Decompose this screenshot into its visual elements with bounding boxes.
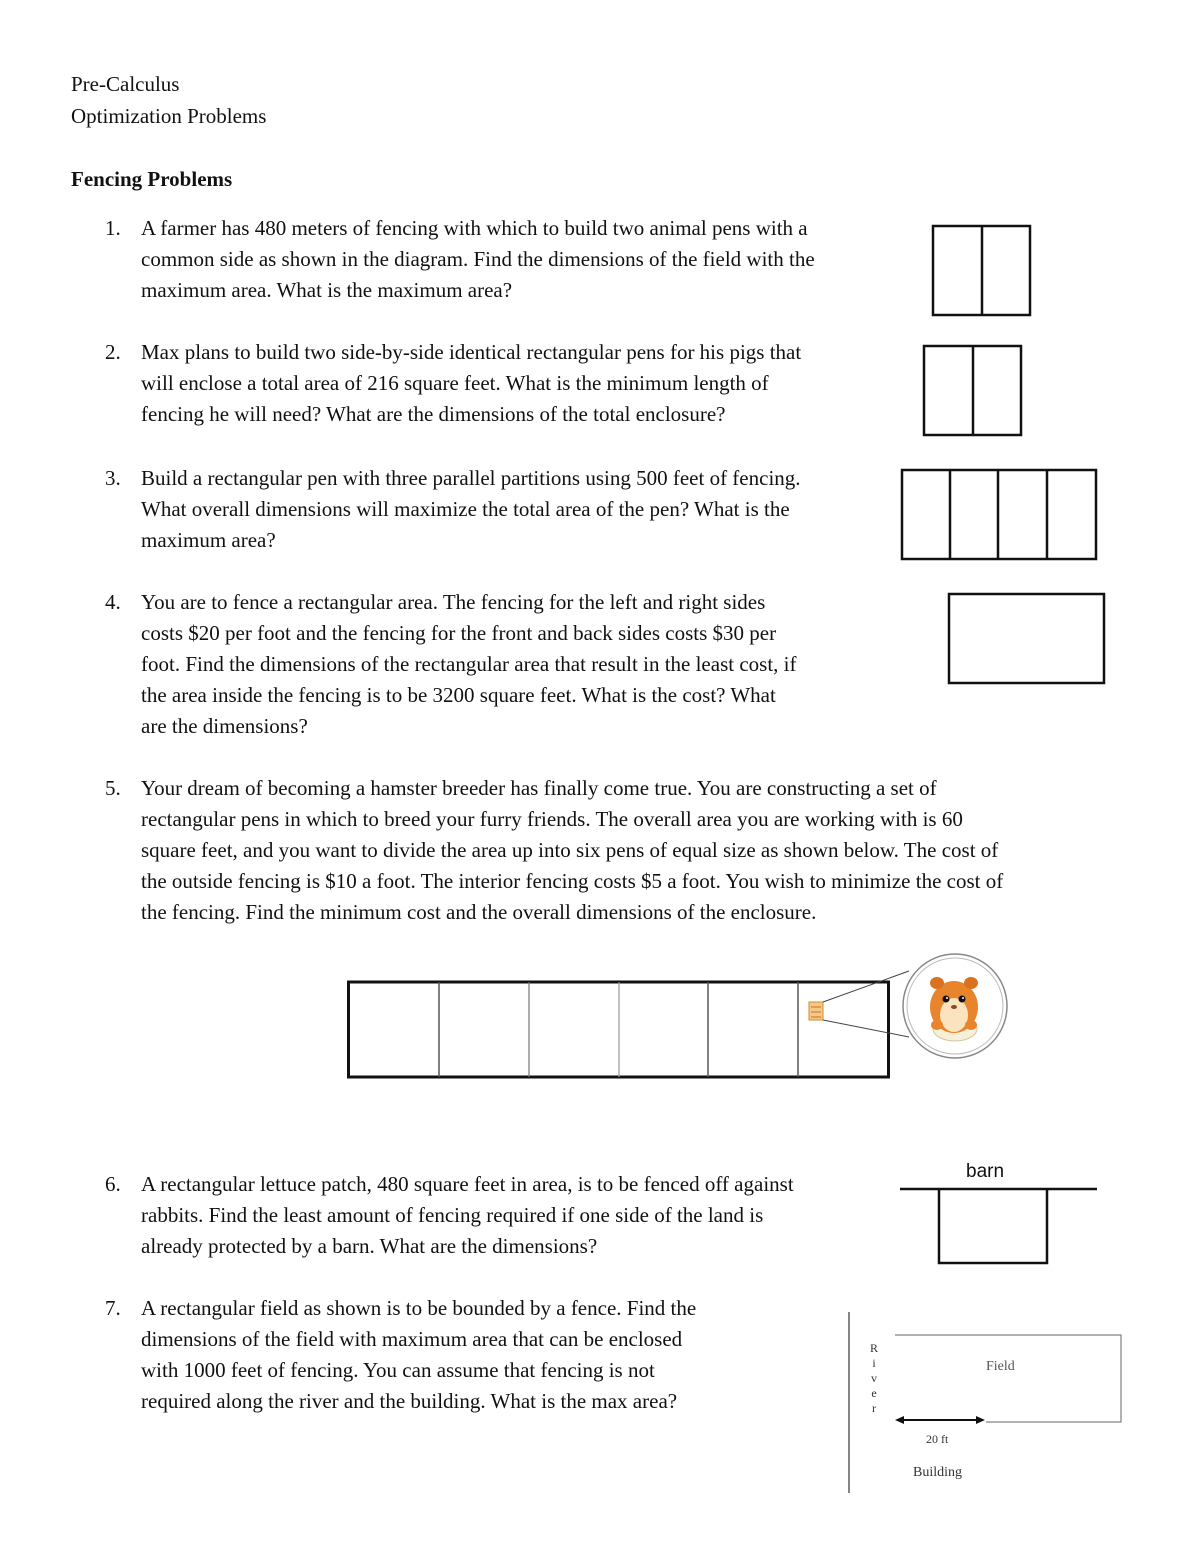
problem-7-line: required along the river and the building. What is the max area? [141,1389,678,1413]
problem-5-text [141,773,1003,928]
problem-4-line: costs $20 per foot and the fencing for the front and back sides costs $30 per [141,621,777,645]
river-field-diagram [846,1312,1126,1496]
barn-pen-diagram [900,1186,1098,1266]
topic-title: Optimization Problems [71,104,267,128]
problem-3-line: Build a rectangular pen with three parallel partitions using 500 feet of fencing. [141,466,801,490]
problem-1-text [141,213,815,306]
problem-4-line: You are to fence a rectangular area. The fencing for the left and right sides [141,590,766,614]
problem-3-number: 3. [105,466,121,490]
problem-1-line: A farmer has 480 meters of fencing with which to build two animal pens with a [141,216,808,240]
course-title: Pre-Calculus [71,72,180,96]
problem-2-text [141,337,801,430]
river-letter: r [872,1401,876,1415]
problem-4-line: are the dimensions? [141,714,308,738]
problem-7-line: with 1000 feet of fencing. You can assume that fencing is not [141,1358,655,1382]
problem-5-line: square feet, and you want to divide the area up into six pens of equal size as shown below. The cost of [141,838,999,862]
problem-6-line: already protected by a barn. What are the dimensions? [141,1234,598,1258]
problem-7-line: A rectangular field as shown is to be bounded by a fence. Find the [141,1296,697,1320]
problem-5-line: Your dream of becoming a hamster breeder has finally come true. You are constructing a set of [141,776,937,800]
problem-4-line: the area inside the fencing is to be 3200 square feet. What is the cost? What [141,683,776,707]
section-heading: Fencing Problems [71,167,233,191]
problem-1-line: maximum area. What is the maximum area? [141,278,513,302]
barn-label: barn [966,1161,1005,1182]
problem-7-line: dimensions of the field with maximum area that can be enclosed [141,1327,683,1351]
four-pen-diagram [901,469,1098,561]
hamster-zoom-icon [903,954,1007,1058]
problem-2-line: fencing he will need? What are the dimensions of the total enclosure? [141,402,726,426]
field-label: Field [986,1359,1015,1374]
river-letter: v [871,1371,877,1385]
distance-label: 20 ft [926,1432,949,1446]
problem-3-line: What overall dimensions will maximize the total area of the pen? What is the [141,497,790,521]
problem-6-number: 6. [105,1172,121,1196]
problem-5-line: the fencing. Find the minimum cost and the overall dimensions of the enclosure. [141,900,817,924]
river-letter: i [872,1356,876,1370]
problem-5-line: the outside fencing is $10 a foot. The interior fencing costs $5 a foot. You wish to minimize the cost of [141,869,1004,893]
building-label: Building [913,1465,963,1480]
problem-5-number: 5. [105,776,121,800]
six-pen-hamster-diagram [347,955,1012,1081]
river-letter: e [871,1386,877,1400]
problem-3-text [141,463,801,556]
single-pen-diagram [948,593,1106,685]
problem-6-line: A rectangular lettuce patch, 480 square feet in area, is to be fenced off against [141,1172,794,1196]
problem-4-text [141,587,796,742]
problem-6-line: rabbits. Find the least amount of fencing required if one side of the land is [141,1203,764,1227]
problem-6-text [141,1169,794,1262]
problem-1-line: common side as shown in the diagram. Find the dimensions of the field with the [141,247,815,271]
problem-7-text [141,1293,696,1417]
problem-2-number: 2. [105,340,121,364]
problem-7-number: 7. [105,1296,121,1320]
problem-3-line: maximum area? [141,528,276,552]
river-letter: R [869,1341,878,1355]
river-label [869,1341,879,1416]
two-pen-diagram-1 [932,225,1032,317]
problem-2-line: Max plans to build two side-by-side identical rectangular pens for his pigs that [141,340,802,364]
problem-4-number: 4. [105,590,121,614]
problem-5-line: rectangular pens in which to breed your furry friends. The overall area you are working with is 60 [141,807,963,831]
two-pen-diagram-2 [923,345,1023,437]
problem-1-number: 1. [105,216,121,240]
problem-4-line: foot. Find the dimensions of the rectangular area that result in the least cost, if [141,652,797,676]
problem-2-line: will enclose a total area of 216 square feet. What is the minimum length of [141,371,769,395]
tiny-hamster-icon [809,1002,823,1020]
